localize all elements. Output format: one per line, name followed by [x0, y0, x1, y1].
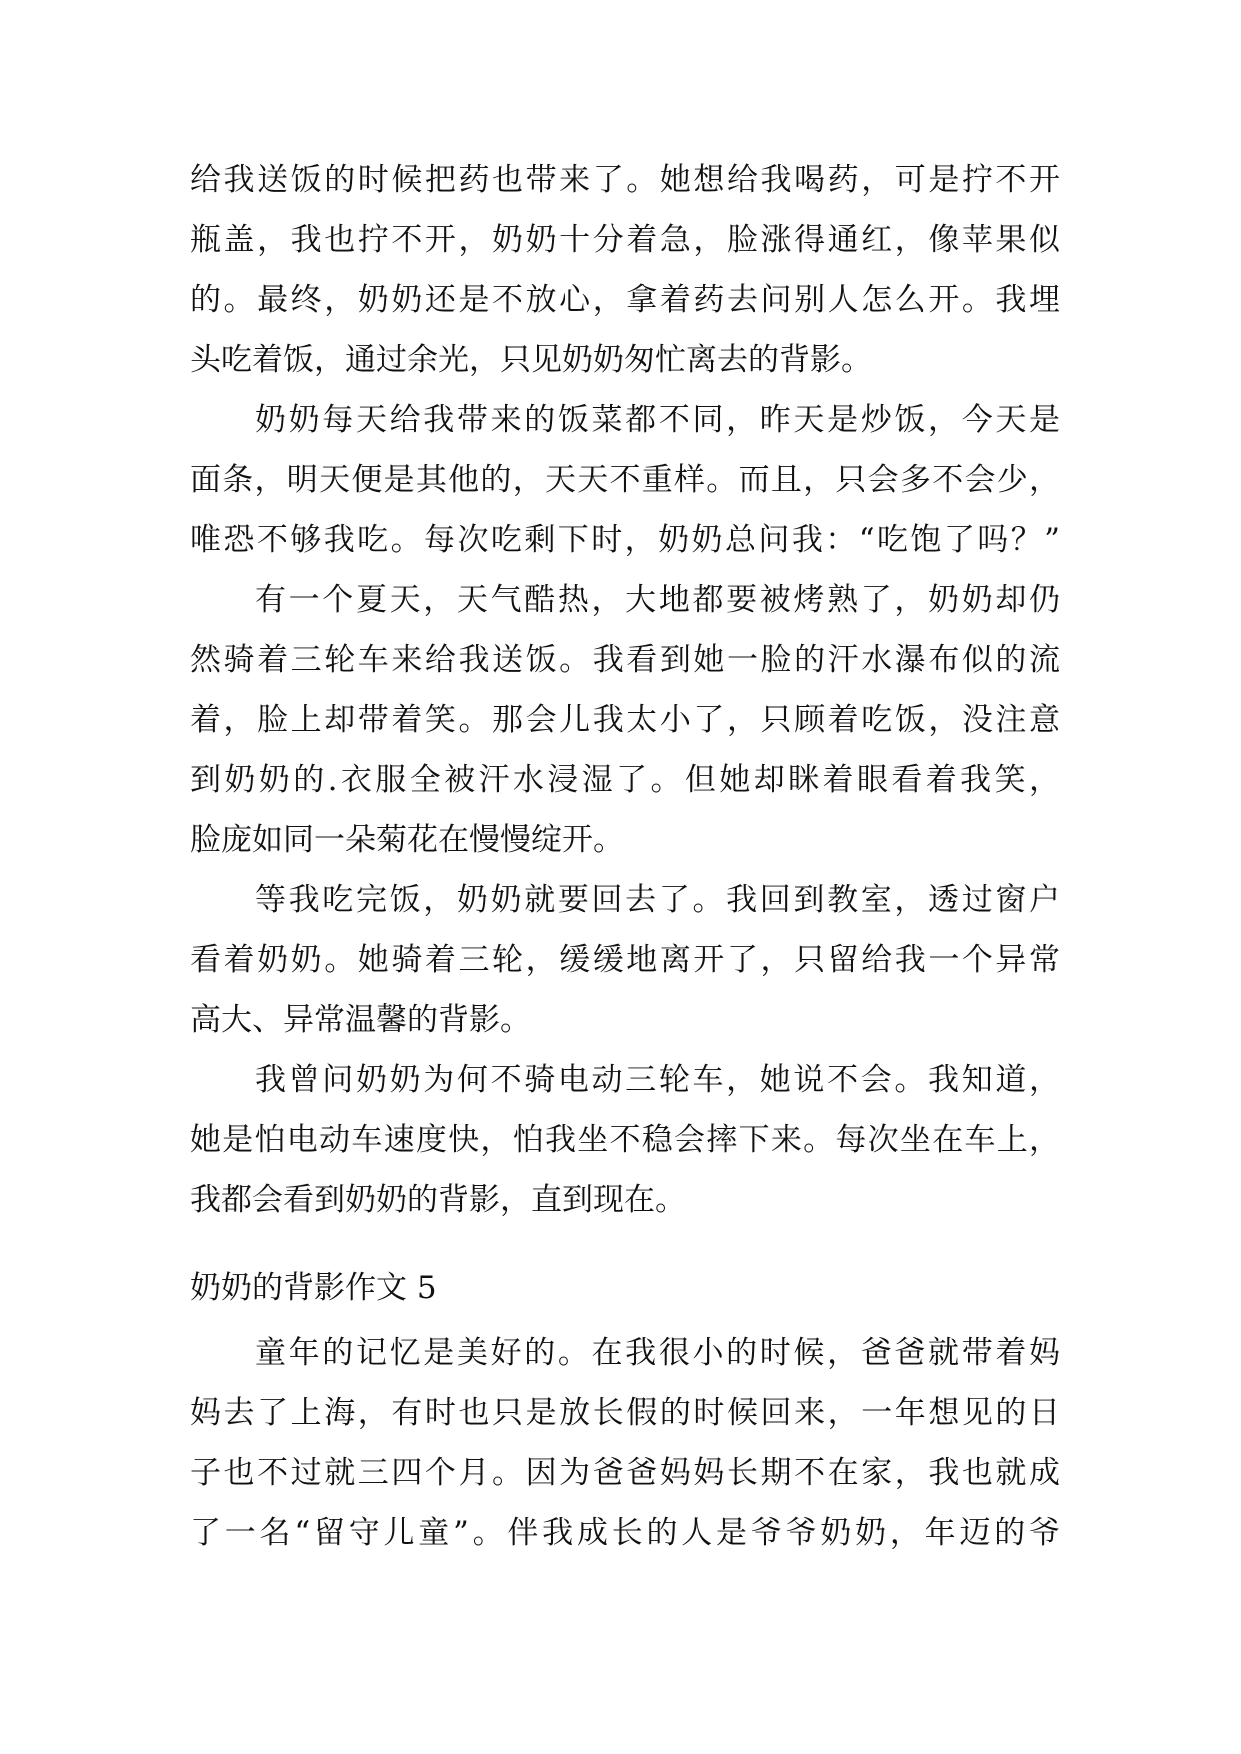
- paragraph-line: 唯恐不够我吃。每次吃剩下时，奶奶总问我：“吃饱了吗？”: [190, 522, 1060, 558]
- paragraph-line: 高大、异常温馨的背影。: [190, 1002, 531, 1038]
- paragraph-line: 有一个夏天，天气酷热，大地都要被烤熟了，奶奶却仍: [255, 582, 1060, 618]
- paragraph-line: 我都会看到奶奶的背影，直到现在。: [190, 1182, 686, 1218]
- paragraph-line: 然骑着三轮车来给我送饭。我看到她一脸的汗水瀑布似的流: [190, 642, 1060, 678]
- paragraph-line: 妈去了上海，有时也只是放长假的时候回来，一年想见的日: [190, 1395, 1060, 1431]
- paragraph-line: 脸庞如同一朵菊花在慢慢绽开。: [190, 822, 624, 858]
- paragraph-line: 她是怕电动车速度快，怕我坐不稳会摔下来。每次坐在车上，: [190, 1122, 1060, 1158]
- paragraph-line: 着，脸上却带着笑。那会儿我太小了，只顾着吃饭，没注意: [190, 702, 1060, 738]
- paragraph-line: 我曾问奶奶为何不骑电动三轮车，她说不会。我知道，: [255, 1062, 1060, 1098]
- paragraph-line: 等我吃完饭，奶奶就要回去了。我回到教室，透过窗户: [255, 882, 1060, 918]
- paragraph-line: 奶奶每天给我带来的饭菜都不同，昨天是炒饭，今天是: [255, 402, 1060, 438]
- paragraph-line: 了一名“留守儿童”。伴我成长的人是爷爷奶奶，年迈的爷: [190, 1515, 1060, 1551]
- paragraph-line: 给我送饭的时候把药也带来了。她想给我喝药，可是拧不开: [190, 162, 1060, 198]
- paragraph-line: 到奶奶的.衣服全被汗水浸湿了。但她却眯着眼看着我笑，: [190, 762, 1060, 798]
- section-heading: 奶奶的背影作文 5: [190, 1270, 437, 1306]
- paragraph-line: 看着奶奶。她骑着三轮，缓缓地离开了，只留给我一个异常: [190, 942, 1060, 978]
- paragraph-line: 童年的记忆是美好的。在我很小的时候，爸爸就带着妈: [255, 1335, 1060, 1371]
- paragraph-line: 瓶盖，我也拧不开，奶奶十分着急，脸涨得通红，像苹果似: [190, 222, 1060, 258]
- paragraph-line: 面条，明天便是其他的，天天不重样。而且，只会多不会少，: [190, 462, 1060, 498]
- paragraph-line: 的。最终，奶奶还是不放心，拿着药去问别人怎么开。我埋: [190, 282, 1060, 318]
- paragraph-line: 子也不过就三四个月。因为爸爸妈妈长期不在家，我也就成: [190, 1455, 1060, 1491]
- paragraph-line: 头吃着饭，通过余光，只见奶奶匆忙离去的背影。: [190, 342, 872, 378]
